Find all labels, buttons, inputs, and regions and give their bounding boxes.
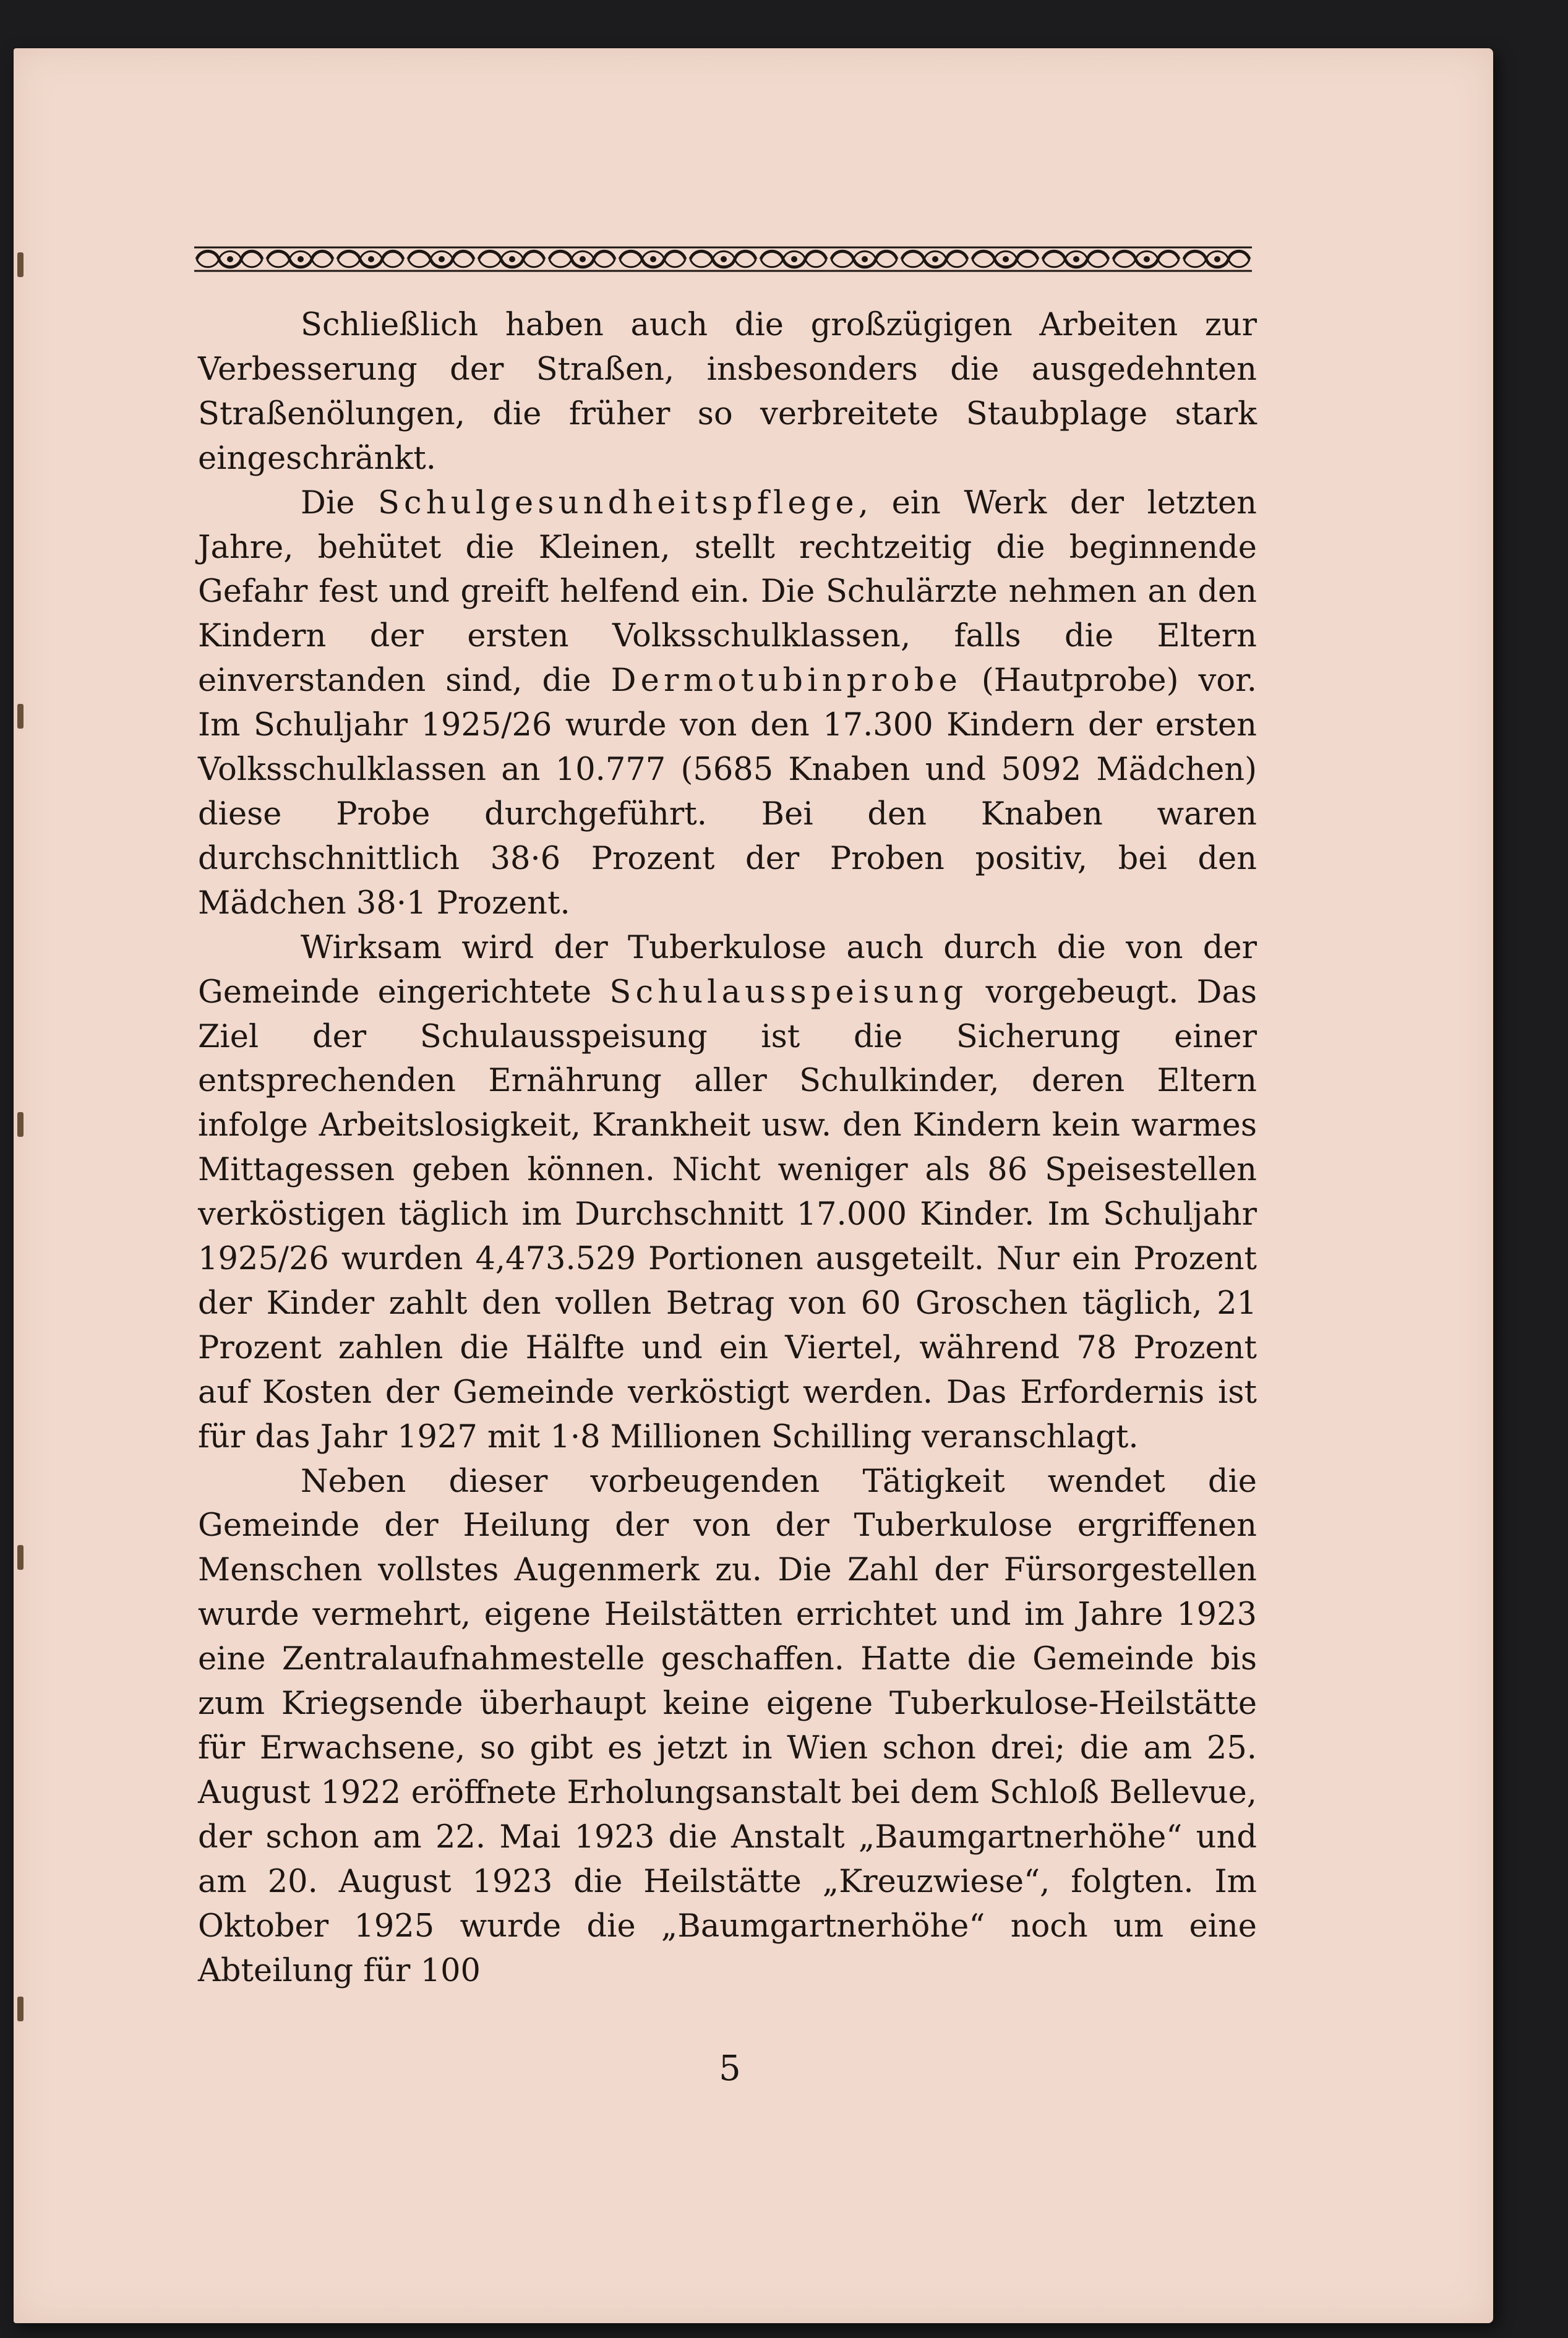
emphasized-term: Schulausspeisung: [609, 974, 968, 1011]
page-number: 5: [719, 2049, 741, 2089]
text-run: , ein Werk der letzten Jahre, behütet die Kleinen, stellt rechtzeitig die beginnende Gefahr fest und greift helfend ein. Die Schulärzte nehmen an den Kindern der ersten Volksschulklassen, falls die Eltern einverstanden sind, die: [198, 484, 1257, 700]
ornament-link: [620, 251, 685, 267]
text-run: (Hautprobe) vor. Im Schuljahr 1925/26 wurde von den 17.300 Kindern der ersten Volksschulklassen an 10.777 (5685 Knaben und 5092 Mädchen) diese Probe durchgeführt. Bei den Knaben waren durchschnittlich 38·6 Prozent der Proben positiv, bei den Mädchen 38·1 Prozent.: [198, 662, 1257, 922]
ornament-link: [902, 251, 967, 267]
ornament-link: [338, 251, 403, 267]
ornament-link: [1113, 251, 1179, 267]
emphasized-term: Schulgesundheitspflege: [377, 484, 859, 521]
text-run: Wirksam wird der Tuberkulose auch durch die von der Gemeinde eingerichtete: [198, 929, 1257, 1011]
ornament-link: [197, 251, 262, 267]
ornament-link: [549, 251, 615, 267]
paragraph: [198, 1460, 1257, 1993]
text-run: Die: [301, 484, 378, 521]
ornament-link: [408, 251, 474, 267]
ornament-link: [1184, 251, 1249, 267]
paragraph: [198, 303, 1257, 481]
text-run: Schließlich haben auch die großzügigen Arbeiten zur Verbesserung der Straßen, insbesonders die ausgedehnten Straßenölungen, die früher so verbreitete Staubplage stark eingeschränkt.: [198, 307, 1257, 477]
body-text: [198, 303, 1257, 1993]
ornament-link: [479, 251, 544, 267]
ornamental-border: [194, 246, 1252, 272]
emphasized-term: Dermotubinprobe: [610, 662, 962, 700]
binding-edge: [14, 48, 27, 2323]
paragraph: [198, 926, 1257, 1460]
text-run: vorgebeugt. Das Ziel der Schulausspeisung ist die Sicherung einer entsprechenden Ernährung aller Schulkinder, deren Eltern infolge Arbeitslosigkeit, Krankheit usw. den Kindern kein warmes Mittagessen geben können. Nicht weniger als 86 Speisestellen verköstigen täglich im Durchschnitt 17.000 Kinder. Im Schuljahr 1925/26 wurden 4,473.529 Portionen ausgeteilt. Nur ein Prozent der Kinder zahlt den vollen Betrag von 60 Groschen täglich, 21 Prozent zahlen die Hälfte und ein Viertel, während 78 Prozent auf Kosten der Gemeinde verköstigt werden. Das Erfordernis ist für das Jahr 1927 mit 1·8 Millionen Schilling veranschlagt.: [198, 974, 1257, 1455]
ornament-link: [1043, 251, 1108, 267]
ornament-link: [831, 251, 897, 267]
ornament-link: [761, 251, 826, 267]
ornament-link: [690, 251, 756, 267]
paragraph: [198, 481, 1257, 926]
text-run: Neben dieser vorbeugenden Tätigkeit wendet die Gemeinde der Heilung der von der Tuberkulose ergriffenen Menschen vollstes Augenmerk zu. Die Zahl der Fürsorgestellen wurde vermehrt, eigene Heilstätten errichtet und im Jahre 1923 eine Zentralaufnahmestelle geschaffen. Hatte die Gemeinde bis zum Kriegsende überhaupt keine eigene Tuberkulose-Heilstätte für Erwachsene, so gibt es jetzt in Wien schon drei; die am 25. August 1922 eröffnete Erholungsanstalt bei dem Schloß Bellevue, der schon am 22. Mai 1923 die Anstalt „Baumgartnerhöhe“ und am 20. August 1923 die Heilstätte „Kreuzwiese“, folgten. Im Oktober 1925 wurde die „Baumgartnerhöhe“ noch um eine Abteilung für 100: [198, 1463, 1257, 1989]
ornament-link: [972, 251, 1038, 267]
ornament-link: [267, 251, 333, 267]
